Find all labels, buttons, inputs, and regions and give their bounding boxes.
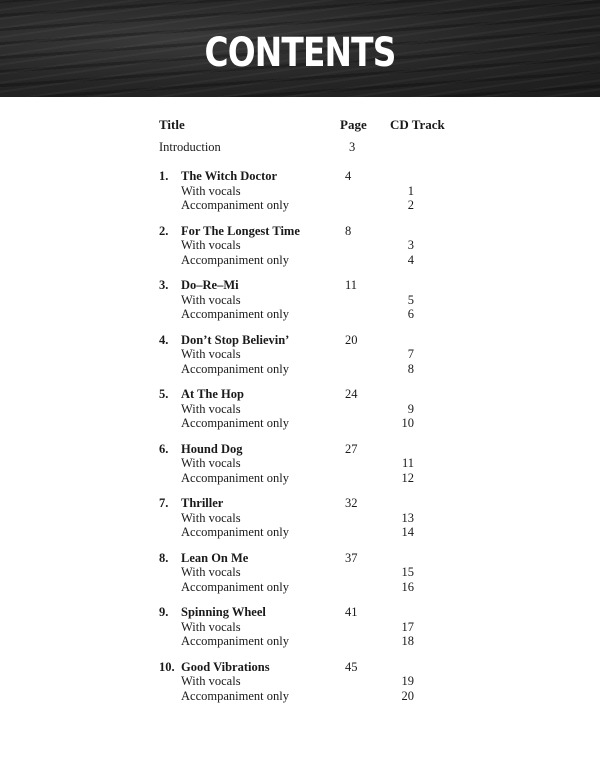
accompaniment-track-number: 10 — [401, 416, 414, 430]
vocals-track-number: 19 — [401, 674, 414, 688]
header-banner — [0, 0, 600, 97]
accompaniment-track-number: 6 — [407, 307, 414, 321]
song-number: 8. — [159, 550, 169, 565]
accompaniment-track-number: 4 — [407, 252, 414, 267]
column-header-title: Title — [159, 117, 185, 132]
with-vocals-label: With vocals — [181, 183, 241, 198]
vocals-track-number: 5 — [407, 292, 414, 307]
accompaniment-track-number: 20 — [401, 688, 414, 703]
introduction-page: 3 — [349, 140, 356, 154]
song-page: 11 — [345, 278, 358, 292]
accompaniment-track-number: 12 — [401, 470, 414, 485]
with-vocals-label: With vocals — [181, 347, 241, 361]
accompaniment-label: Accompaniment only — [181, 579, 289, 594]
song-title: The Witch Doctor — [181, 169, 278, 183]
song-number: 1. — [159, 169, 169, 183]
song-title: Don’t Stop Believin’ — [181, 332, 290, 347]
song-number: 3. — [159, 278, 169, 292]
with-vocals-label: With vocals — [181, 674, 241, 688]
song-page: 41 — [345, 605, 358, 619]
accompaniment-track-number: 16 — [401, 579, 414, 594]
song-number: 9. — [159, 605, 169, 619]
song-number: 4. — [159, 332, 169, 347]
song-number: 6. — [159, 441, 169, 456]
accompaniment-label: Accompaniment only — [181, 470, 289, 485]
song-number: 7. — [159, 496, 169, 510]
introduction-label: Introduction — [159, 140, 221, 154]
column-header-page: Page — [340, 117, 367, 132]
accompaniment-label: Accompaniment only — [181, 252, 289, 267]
song-page: 32 — [345, 496, 358, 510]
song-page: 20 — [345, 332, 358, 347]
page-title: CONTENTS — [204, 30, 396, 76]
song-number: 10. — [159, 659, 175, 674]
accompaniment-label: Accompaniment only — [181, 198, 289, 212]
accompaniment-label: Accompaniment only — [181, 307, 289, 321]
song-title: Spinning Wheel — [181, 605, 266, 619]
vocals-track-number: 11 — [401, 456, 414, 470]
vocals-track-number: 1 — [407, 183, 414, 198]
song-page: 45 — [345, 659, 358, 674]
accompaniment-label: Accompaniment only — [181, 361, 289, 376]
song-title: Hound Dog — [181, 441, 243, 456]
song-page: 4 — [345, 169, 352, 183]
song-page: 8 — [345, 223, 352, 238]
with-vocals-label: With vocals — [181, 456, 241, 470]
song-title: For The Longest Time — [181, 223, 300, 238]
accompaniment-label: Accompaniment only — [181, 688, 289, 703]
song-number: 2. — [159, 223, 169, 238]
vocals-track-number: 9 — [407, 401, 414, 416]
with-vocals-label: With vocals — [181, 619, 241, 634]
accompaniment-label: Accompaniment only — [181, 416, 289, 430]
with-vocals-label: With vocals — [181, 401, 241, 416]
song-page: 37 — [345, 550, 358, 565]
song-number: 5. — [159, 387, 169, 401]
vocals-track-number: 17 — [401, 619, 414, 634]
with-vocals-label: With vocals — [181, 510, 241, 525]
vocals-track-number: 15 — [401, 565, 414, 579]
song-page: 24 — [345, 387, 358, 401]
song-title: Thriller — [181, 496, 224, 510]
song-title: At The Hop — [181, 387, 244, 401]
vocals-track-number: 13 — [401, 510, 414, 525]
with-vocals-label: With vocals — [181, 565, 241, 579]
column-header-cd-track: CD Track — [390, 117, 445, 132]
vocals-track-number: 3 — [407, 238, 414, 252]
song-page: 27 — [345, 441, 358, 456]
with-vocals-label: With vocals — [181, 292, 241, 307]
accompaniment-track-number: 2 — [407, 198, 414, 212]
accompaniment-label: Accompaniment only — [181, 634, 289, 648]
accompaniment-track-number: 18 — [401, 634, 414, 648]
song-title: Good Vibrations — [181, 659, 270, 674]
vocals-track-number: 7 — [407, 347, 414, 361]
accompaniment-track-number: 8 — [407, 361, 414, 376]
song-title: Lean On Me — [181, 550, 249, 565]
song-title: Do–Re–Mi — [181, 278, 239, 292]
accompaniment-track-number: 14 — [401, 525, 414, 539]
accompaniment-label: Accompaniment only — [181, 525, 289, 539]
with-vocals-label: With vocals — [181, 238, 241, 252]
